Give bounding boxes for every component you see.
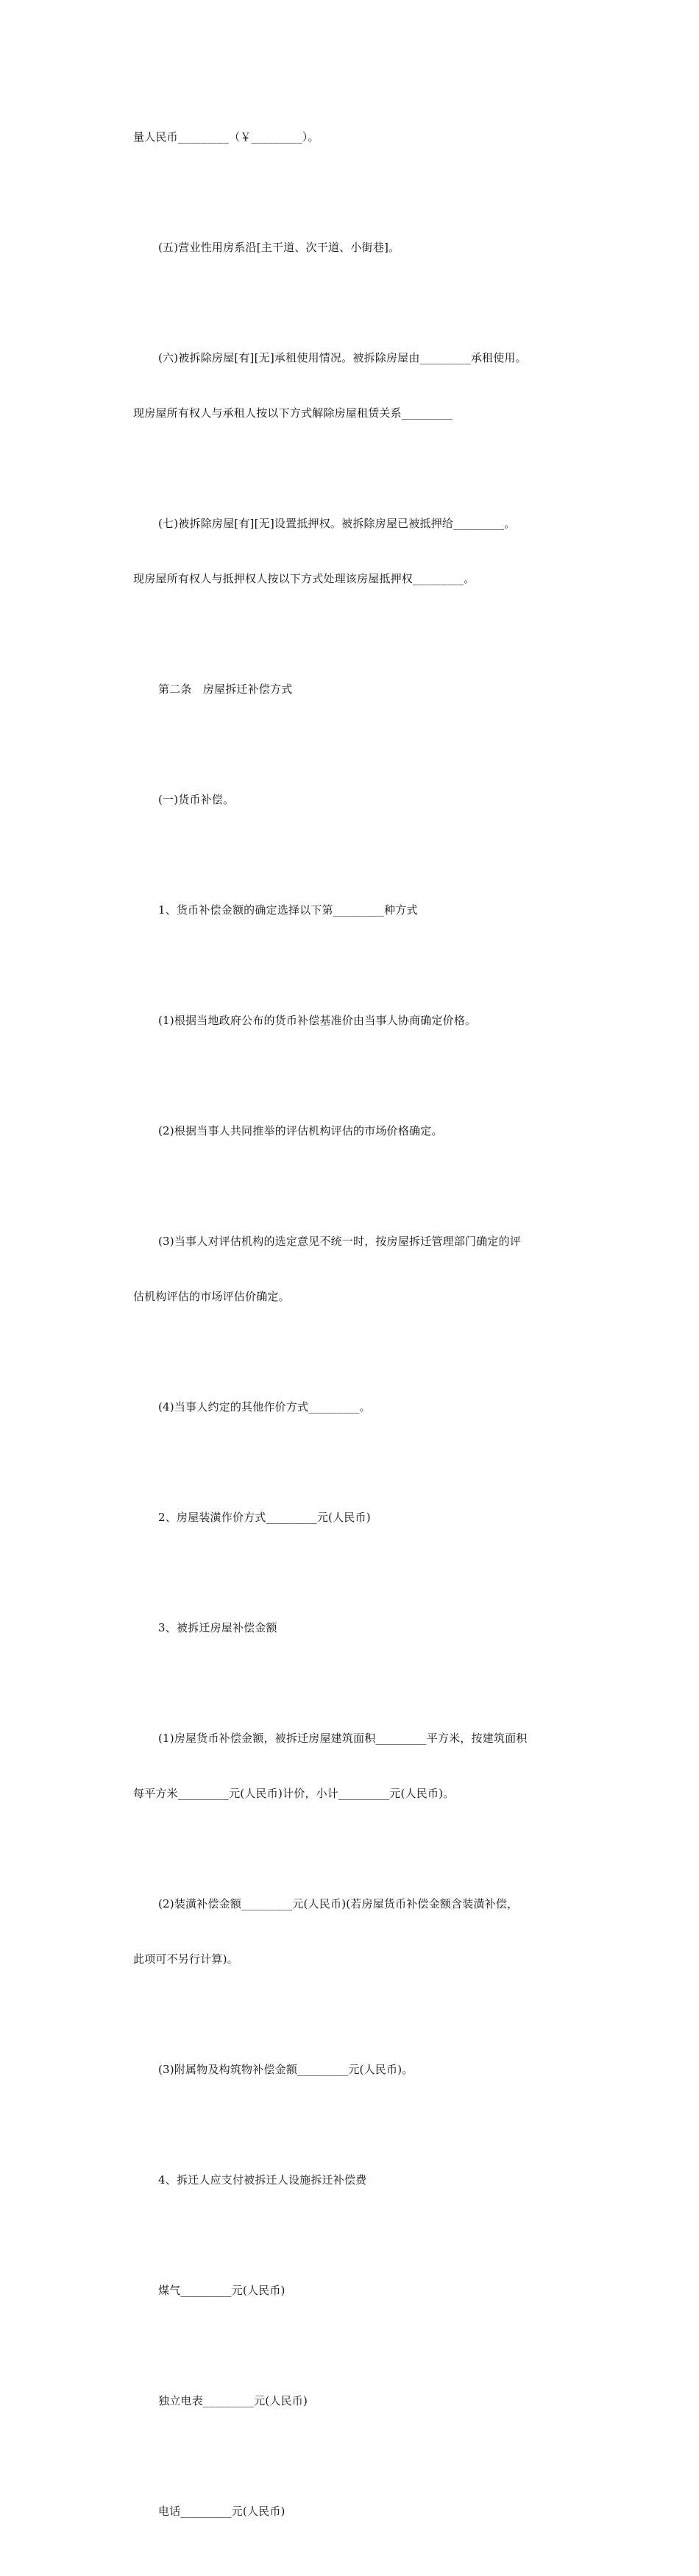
- paragraph-method-4: [133, 1361, 575, 1453]
- paragraph-line: (4)当事人约定的其他作价方式_________。: [158, 1400, 371, 1414]
- paragraph-line: (3)当事人对评估机构的选定意见不统一时，按房屋拆迁管理部门确定的评: [158, 1235, 522, 1248]
- paragraph-line: 每平方米_________元(人民币)计价，小计_________元(人民币)。: [133, 1787, 455, 1800]
- paragraph-line: (1)房屋货币补偿金额，被拆迁房屋建筑面积_________平方米，按建筑面积: [158, 1732, 528, 1745]
- paragraph-gas-fee: [133, 2245, 575, 2337]
- paragraph-facility-compensation: [133, 2134, 575, 2226]
- paragraph-lease-status: [133, 312, 575, 459]
- paragraph-line: 3、被拆迁房屋补偿金额: [158, 1621, 277, 1634]
- paragraph-decoration-valuation: [133, 1472, 575, 1564]
- paragraph-line: 此项可不另行计算)。: [133, 1952, 238, 1966]
- paragraph-line: 现房屋所有权人与抵押权人按以下方式处理该房屋抵押权_________。: [133, 572, 475, 585]
- paragraph-line: 第二条 房屋拆迁补偿方式: [158, 682, 293, 696]
- paragraph-line: 煤气_________元(人民币): [158, 2284, 285, 2297]
- paragraph-compensation-amount: [133, 1582, 575, 1674]
- paragraph-line: (3)附属物及构筑物补偿金额_________元(人民币)。: [158, 2063, 414, 2076]
- article-two-heading: [133, 643, 575, 735]
- paragraph-line: (七)被拆除房屋[有][无]设置抵押权。被拆除房屋已被抵押给_________。: [158, 517, 516, 530]
- document-body: [133, 91, 575, 2576]
- paragraph-line: 1、货币补偿金额的确定选择以下第_________种方式: [158, 903, 418, 917]
- paragraph-decoration-compensation: [133, 1858, 575, 2005]
- paragraph-phone-fee: [133, 2466, 575, 2558]
- paragraph-compensation-method: [133, 864, 575, 956]
- paragraph-line: (一)货币补偿。: [158, 793, 235, 806]
- paragraph-attachment-compensation: [133, 2024, 575, 2116]
- paragraph-monetary-compensation: [133, 754, 575, 846]
- paragraph-line: (2)根据当事人共同推举的评估机构评估的市场价格确定。: [158, 1124, 443, 1137]
- paragraph-method-2: [133, 1085, 575, 1177]
- paragraph-method-1: [133, 975, 575, 1067]
- paragraph-commercial-location: [133, 202, 575, 294]
- paragraph-line: 独立电表_________元(人民币): [158, 2394, 308, 2407]
- paragraph-line: 4、拆迁人应支付被拆迁人设施拆迁补偿费: [158, 2173, 367, 2187]
- paragraph-line: (2)装潢补偿金额_________元(人民币)(若房屋货币补偿金额含装潢补偿，: [158, 1897, 519, 1910]
- paragraph-line: 电话_________元(人民币): [158, 2505, 285, 2518]
- paragraph-line: 量人民币_________（￥_________）。: [133, 130, 319, 144]
- paragraph-line: (1)根据当地政府公布的货币补偿基准价由当事人协商确定价格。: [158, 1014, 477, 1027]
- paragraph-rmb-amount: [133, 91, 575, 183]
- paragraph-line: 2、房屋装潢作价方式_________元(人民币): [158, 1511, 371, 1524]
- paragraph-line: 估机构评估的市场评估价确定。: [133, 1290, 290, 1303]
- paragraph-mortgage-status: [133, 478, 575, 625]
- paragraph-line: (五)营业性用房系沿[主干道、次干道、小街巷]。: [158, 241, 400, 254]
- paragraph-meter-fee: [133, 2355, 575, 2447]
- paragraph-house-compensation: [133, 1693, 575, 1840]
- paragraph-method-3: [133, 1196, 575, 1343]
- paragraph-line: 现房屋所有权人与承租人按以下方式解除房屋租赁关系_________: [133, 406, 453, 420]
- paragraph-line: (六)被拆除房屋[有][无]承租使用情况。被拆除房屋由_________承租使用。: [158, 351, 527, 364]
